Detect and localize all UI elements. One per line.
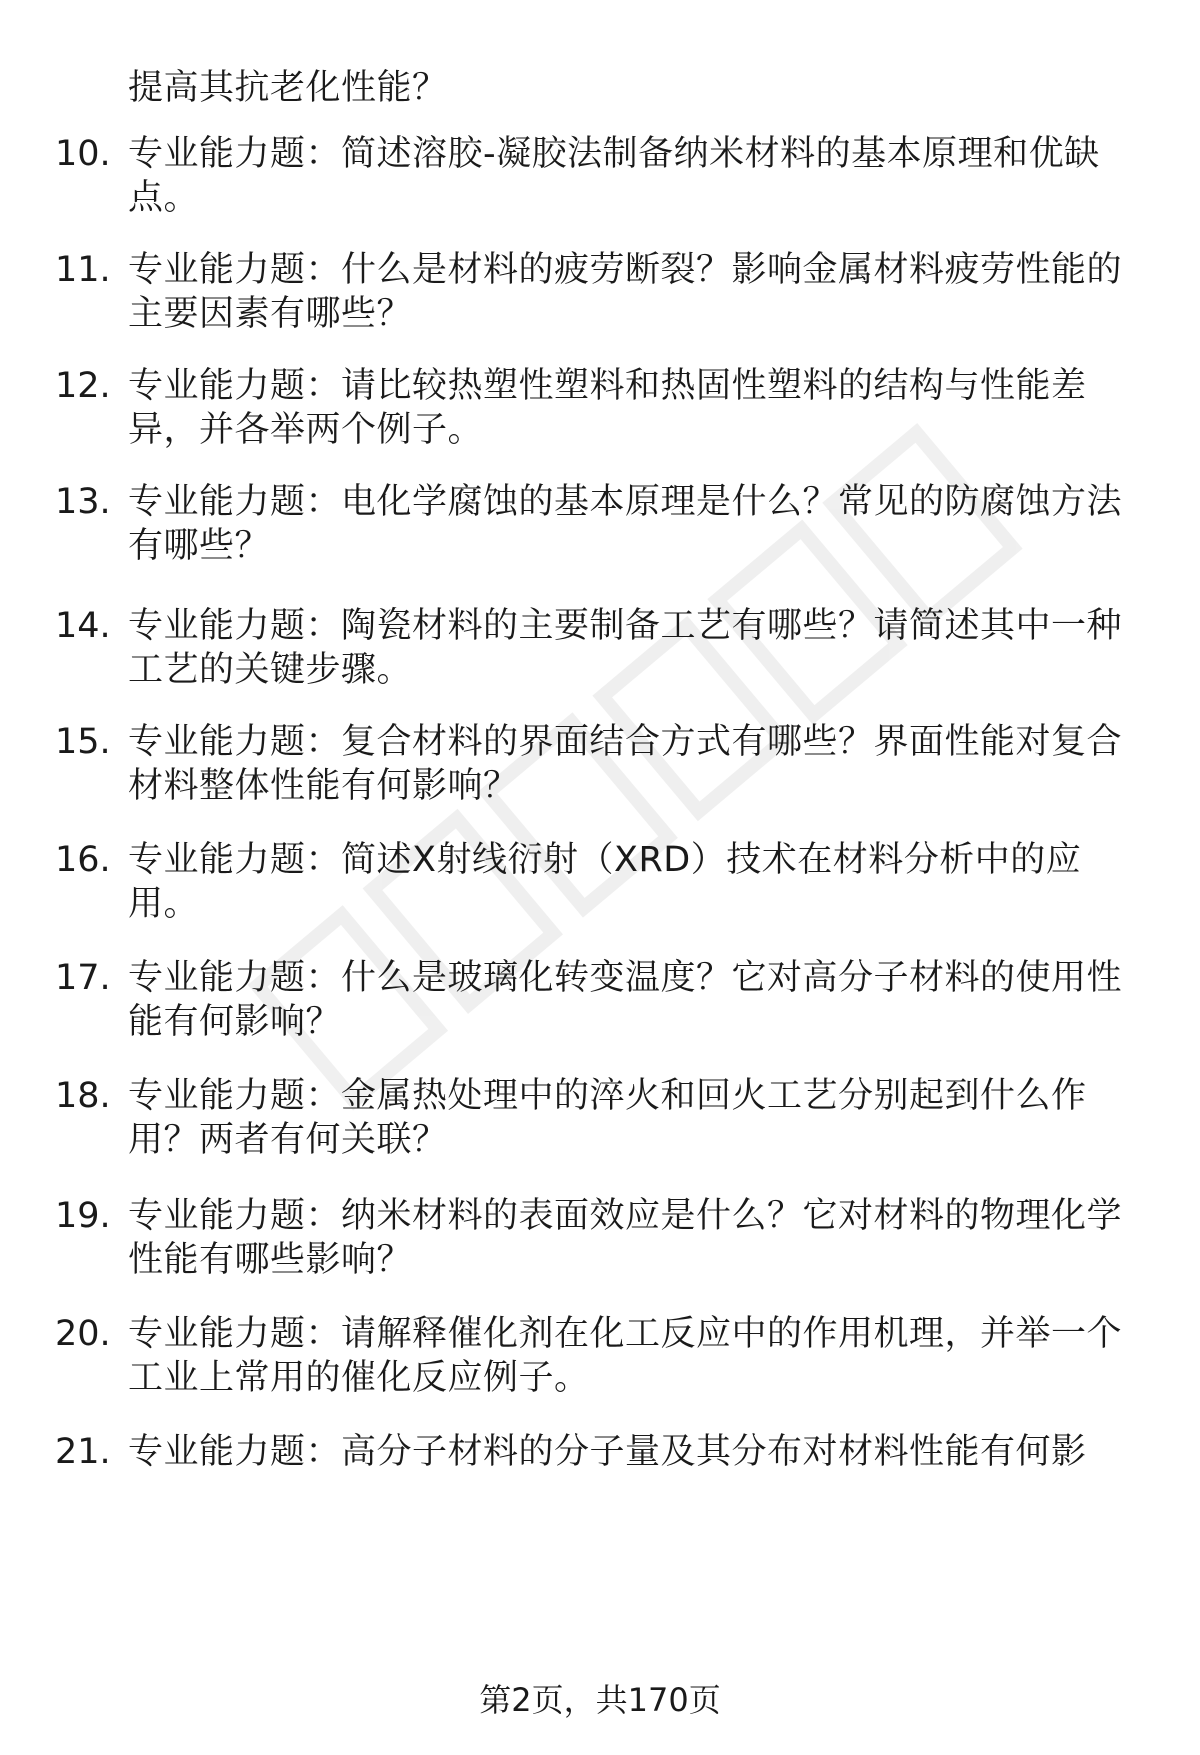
question-number: 19. [55,1196,111,1236]
question-text: 专业能力题：复合材料的界面结合方式有哪些？界面性能对复合 [128,722,1123,762]
question-text: 专业能力题：请解释催化剂在化工反应中的作用机理，并举一个 [128,1314,1123,1354]
question-text: 专业能力题：简述X射线衍射（XRD）技术在材料分析中的应 [128,840,1082,880]
question-number: 15. [55,722,111,762]
question-text-cont: 有哪些？ [128,526,271,566]
question-text: 专业能力题：什么是材料的疲劳断裂？影响金属材料疲劳性能的 [128,250,1123,290]
question-text: 专业能力题：请比较热塑性塑料和热固性塑料的结构与性能差 [128,366,1087,406]
question-number: 21. [55,1432,111,1472]
question-text-cont: 性能有哪些影响？ [128,1240,413,1280]
question-number: 16. [55,840,111,880]
question-text-cont: 能有何影响？ [128,1002,342,1042]
question-text-cont: 用。 [128,884,200,924]
question-text: 专业能力题：金属热处理中的淬火和回火工艺分别起到什么作 [128,1076,1087,1116]
question-number: 20. [55,1314,111,1354]
question-number: 10. [55,134,111,174]
question-text: 专业能力题：陶瓷材料的主要制备工艺有哪些？请简述其中一种 [128,606,1123,646]
page-footer: 第2页，共170页 [479,1681,721,1719]
question-text-cont: 主要因素有哪些？ [128,294,413,334]
question-number: 14. [55,606,111,646]
question-number: 12. [55,366,111,406]
question-number: 18. [55,1076,111,1116]
question-text-cont: 材料整体性能有何影响？ [128,766,519,806]
question-text-cont: 用？两者有何关联？ [128,1120,448,1160]
question-number: 11. [55,250,111,290]
question-text: 专业能力题：简述溶胶-凝胶法制备纳米材料的基本原理和优缺 [128,134,1100,174]
question-text-cont: 工艺的关键步骤。 [128,650,413,690]
question-text: 专业能力题：电化学腐蚀的基本原理是什么？常见的防腐蚀方法 [128,482,1123,522]
question-text: 专业能力题：高分子材料的分子量及其分布对材料性能有何影 [128,1432,1087,1472]
question-text: 专业能力题：纳米材料的表面效应是什么？它对材料的物理化学 [128,1196,1123,1236]
question-number: 17. [55,958,111,998]
continuation-text: 提高其抗老化性能？ [128,68,448,108]
question-number: 13. [55,482,111,522]
question-text: 专业能力题：什么是玻璃化转变温度？它对高分子材料的使用性 [128,958,1123,998]
question-text-cont: 工业上常用的催化反应例子。 [128,1358,590,1398]
question-text-cont: 异，并各举两个例子。 [128,410,484,450]
question-text-cont: 点。 [128,178,200,218]
